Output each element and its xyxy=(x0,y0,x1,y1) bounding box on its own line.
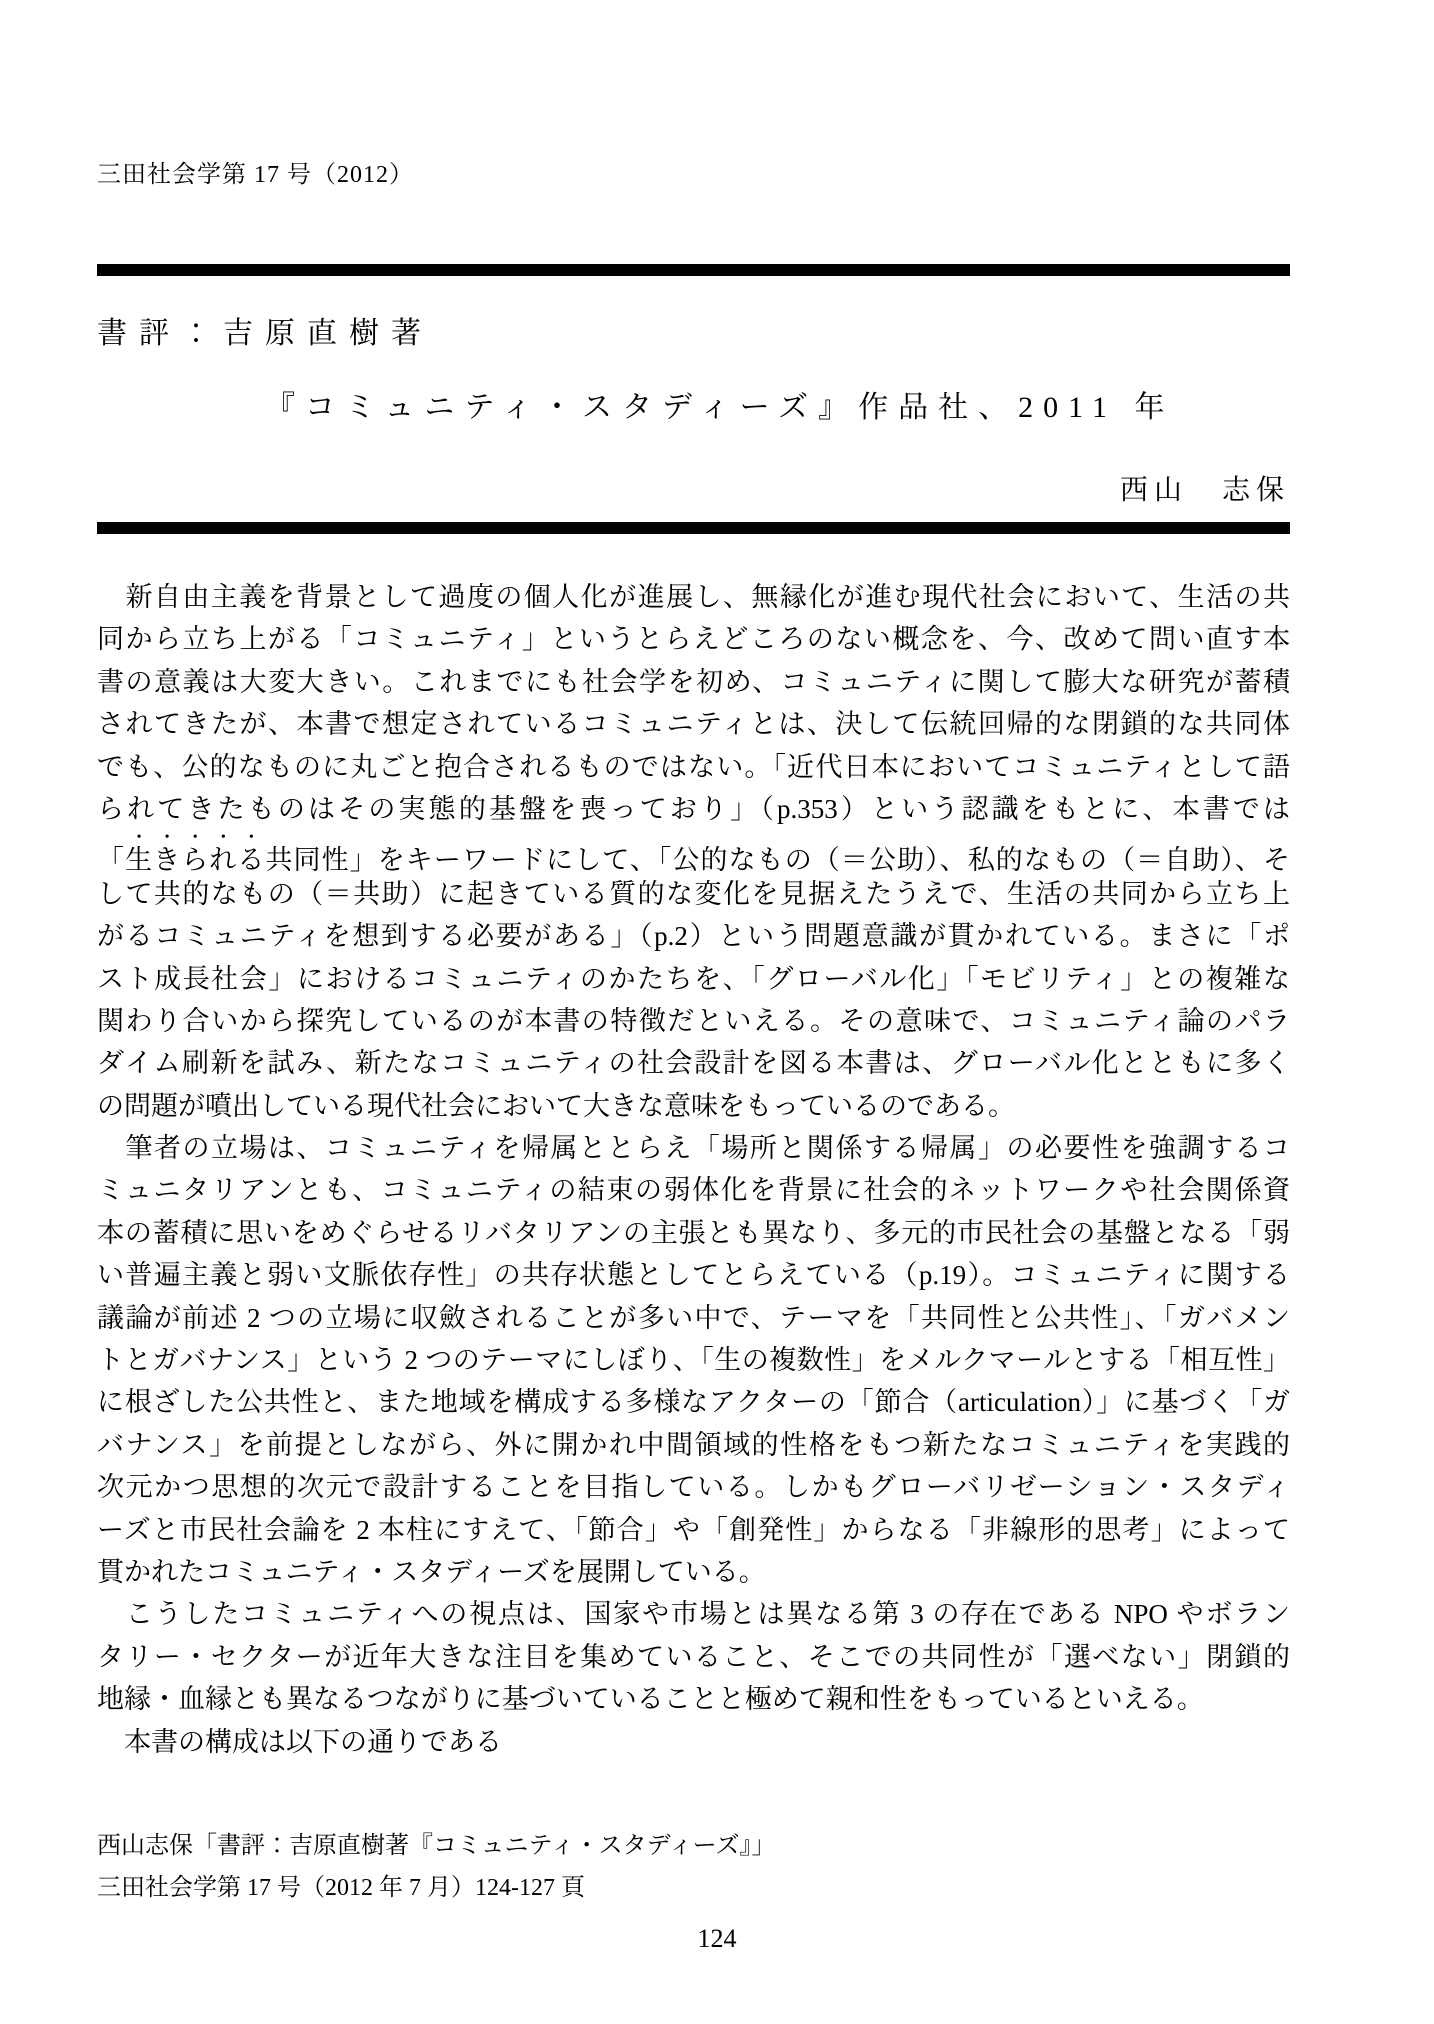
emphasized-keyword: 生きられる xyxy=(125,845,266,876)
body-line: 貫かれたコミュニティ・スタディーズを展開している。 xyxy=(97,1556,766,1587)
body-line: 本書の構成は以下の通りである xyxy=(97,1726,502,1757)
body-line: 新自由主義を背景として過度の個人化が進展し、無縁化が進む現代社会において、生活の共 xyxy=(97,582,1290,612)
body-line: 議論が前述 2 つの立場に収斂されることが多い中で、テーマを「共同性と公共性」、「ガバメン xyxy=(97,1302,1290,1333)
body-line: の問題が噴出している現代社会において大きな意味をもっているのである。 xyxy=(97,1090,1015,1121)
body-line: バナンス」を前提としながら、外に開かれ中間領域的性格をもつ新たなコミュニティを実践的 xyxy=(97,1429,1290,1460)
body-line: 本の蓄積に思いをめぐらせるリバタリアンの主張とも異なり、多元的市民社会の基盤となる「弱 xyxy=(97,1217,1290,1248)
body-line: こうしたコミュニティへの視点は、国家や市場とは異なる第 3 の存在である NPO やボラン xyxy=(97,1599,1290,1630)
body-line: されてきたが、本書で想定されているコミュニティとは、決して伝統回帰的な閉鎖的な共同体 xyxy=(97,709,1290,740)
body-line: 同から立ち上がる「コミュニティ」というとらえどころのない概念を、今、改めて問い直す本 xyxy=(97,624,1290,655)
author-name: 西山 志保 xyxy=(1119,475,1290,506)
body-line-text: 共同性」をキーワードにして、「公的なもの（＝公助）、私的なもの（＝自助）、そ xyxy=(265,845,1291,876)
citation-line-1: 西山志保「書評：吉原直樹著『コミュニティ・スタディーズ』」 xyxy=(97,1833,776,1859)
body-line: い普遍主義と弱い文脈依存性」の共存状態としてとらえている（p.19）。コミュニティに関する xyxy=(97,1260,1290,1291)
body-line: トとガバナンス」という 2 つのテーマにしぼり、「生の複数性」をメルクマールとする「相互性」 xyxy=(97,1345,1290,1376)
body-line: 関わり合いから探究しているのが本書の特徴だといえる。その意味で、コミュニティ論のパラ xyxy=(97,1005,1290,1036)
body-line: 筆者の立場は、コミュニティを帰属ととらえ「場所と関係する帰属」の必要性を強調するコ xyxy=(97,1133,1290,1164)
journal-header: 三田社会学第 17 号（2012） xyxy=(97,162,414,188)
body-line: ミュニタリアンとも、コミュニティの結束の弱体化を背景に社会的ネットワークや社会関係資 xyxy=(97,1175,1290,1206)
body-line: がるコミュニティを想到する必要がある」（p.2）という問題意識が貫かれている。まさに「ポ xyxy=(97,921,1290,952)
body-line xyxy=(97,830,1291,876)
body-line: でも、公的なものに丸ごと抱合されるものではない。「近代日本においてコミュニティとして語 xyxy=(97,751,1290,782)
body-line: スト成長社会」におけるコミュニティのかたちを、「グローバル化」「モビリティ」との複雑な xyxy=(97,963,1290,994)
body-line: タリー・セクターが近年大きな注目を集めていること、そこでの共同性が「選べない」閉鎖的 xyxy=(97,1641,1290,1672)
body-line: ーズと市民社会論を 2 本柱にすえて、「節合」や「創発性」からなる「非線形的思考」によって xyxy=(97,1514,1290,1545)
body-text xyxy=(97,576,1290,1763)
body-line: して共的なもの（＝共助）に起きている質的な変化を見据えたうえで、生活の共同から立ち上 xyxy=(97,878,1290,909)
citation-line-2: 三田社会学第 17 号（2012 年 7 月）124-127 頁 xyxy=(97,1874,585,1901)
review-title: 書評：吉原直樹著 xyxy=(97,317,433,350)
body-line: 書の意義は大変大きい。これまでにも社会学を初め、コミュニティに関して膨大な研究が蓄積 xyxy=(97,666,1290,697)
body-line: 地縁・血縁とも異なるつながりに基づいていることと極めて親和性をもっているといえる。 xyxy=(97,1684,1204,1715)
page-number: 124 xyxy=(697,1924,737,1953)
body-line: られてきたものはその実態的基盤を喪っており」（p.353）という認識をもとに、本書では xyxy=(97,793,1290,824)
book-title: 『コミュニティ・スタディーズ』作品社、2011 年 xyxy=(265,391,1175,424)
body-line: ダイム刷新を試み、新たなコミュニティの社会設計を図る本書は、グローバル化とともに多く xyxy=(97,1048,1290,1079)
body-line-text: 「 xyxy=(97,845,126,876)
footer-citation xyxy=(97,1826,775,1909)
divider-rule-top xyxy=(97,264,1290,276)
divider-rule-bottom xyxy=(97,522,1290,534)
body-line: 次元かつ思想的次元で設計することを目指している。しかもグローバリゼーション・スタディ xyxy=(97,1472,1290,1503)
body-line: に根ざした公共性と、また地域を構成する多様なアクターの「節合（articulation）」に基づく「ガ xyxy=(97,1387,1290,1418)
